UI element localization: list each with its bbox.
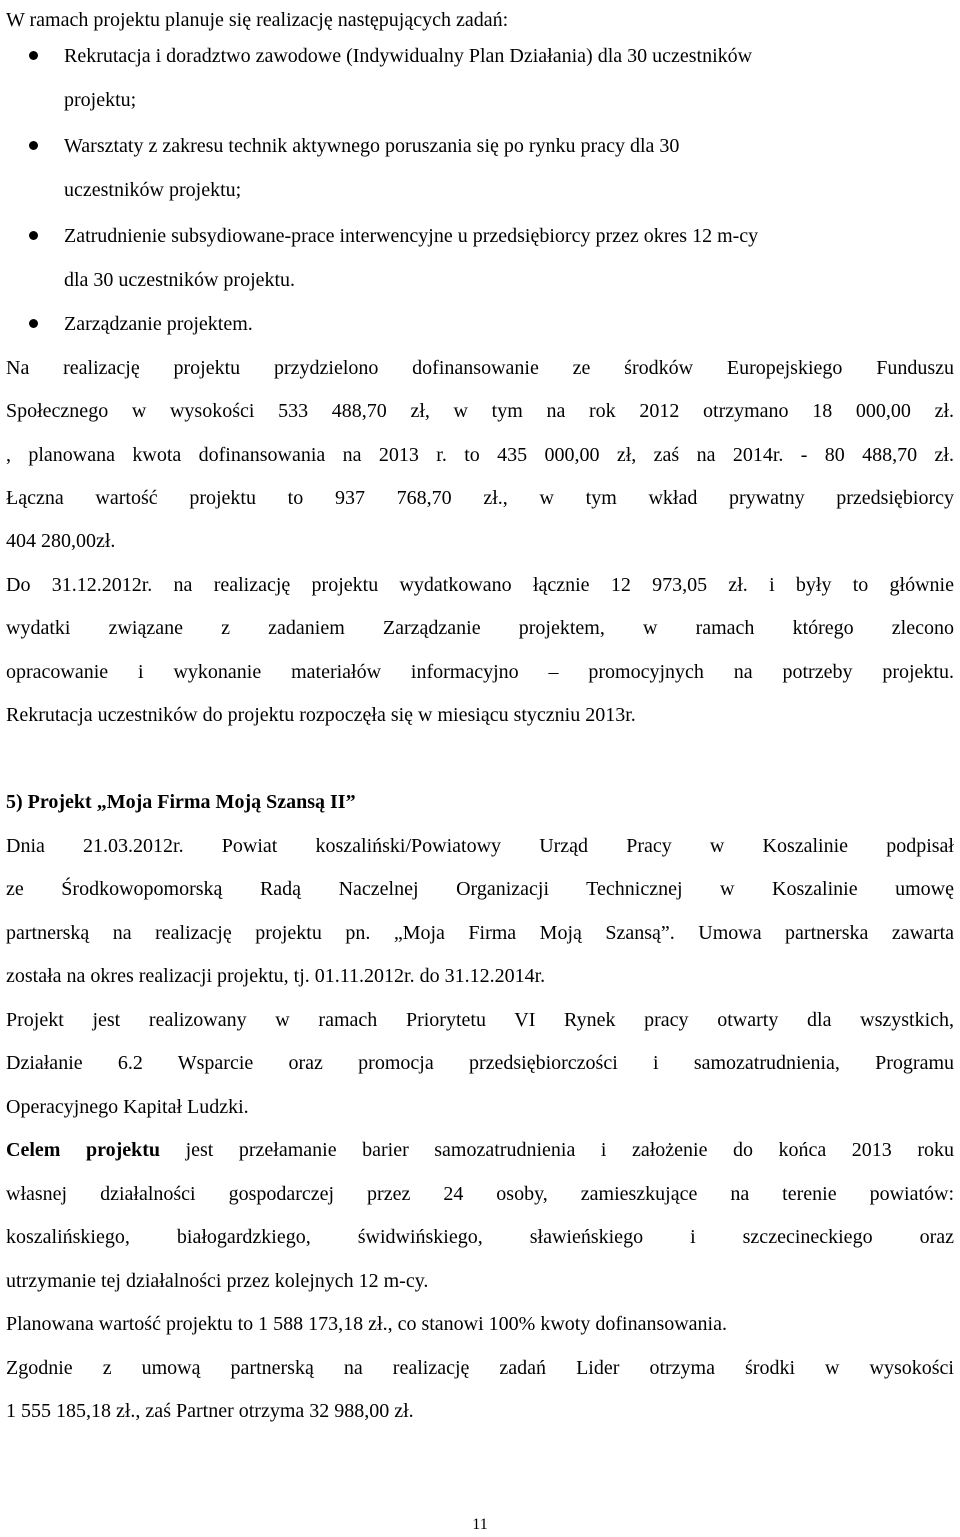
funding-line-3: , planowana kwota dofinansowania na 2013 r. to 435 000,00 zł, zaś na 2014r. - 80 488,70 zł. — [6, 444, 954, 466]
goal-line-4: utrzymanie tej działalności przez kolejnych 12 m-cy. — [6, 1270, 429, 1292]
intro-text: W ramach projektu planuje się realizację następujących zadań: — [6, 9, 509, 31]
funding-line-4: Łączna wartość projektu to 937 768,70 zł., w tym wkład prywatny przedsiębiorcy — [6, 487, 954, 509]
goal-line-1-rest: jest przełamanie barier samozatrudnienia i założenie do końca 2013 roku — [160, 1139, 954, 1161]
priority-line-2: Działanie 6.2 Wsparcie oraz promocja przedsiębiorczości i samozatrudnienia, Programu — [6, 1052, 954, 1074]
task-2-line-1: Warsztaty z zakresu technik aktywnego poruszania się po rynku pracy dla 30 — [64, 135, 680, 157]
funding-line-5: 404 280,00zł. — [6, 530, 116, 552]
funding-line-2: Społecznego w wysokości 533 488,70 zł, w tym na rok 2012 otrzymano 18 000,00 zł. — [6, 400, 954, 422]
task-1-line-2: projektu; — [64, 89, 137, 111]
bullet-icon — [29, 319, 38, 328]
bullet-icon — [29, 141, 38, 150]
task-1-line-1: Rekrutacja i doradztwo zawodowe (Indywidualny Plan Działania) dla 30 uczestników — [64, 45, 753, 67]
task-4-line-1: Zarządzanie projektem. — [64, 313, 253, 335]
bullet-icon — [29, 51, 38, 60]
agreement-line-4: została na okres realizacji projektu, tj. 01.11.2012r. do 31.12.2014r. — [6, 965, 546, 987]
priority-line-1: Projekt jest realizowany w ramach Priorytetu VI Rynek pracy otwarty dla wszystkich, — [6, 1009, 954, 1031]
goal-line-2: własnej działalności gospodarczej przez 24 osoby, zamieszkujące na terenie powiatów: — [6, 1183, 954, 1205]
task-3-line-1: Zatrudnienie subsydiowane-prace interwencyjne u przedsiębiorcy przez okres 12 m-cy — [64, 225, 759, 247]
agreement-line-3: partnerską na realizację projektu pn. „Moja Firma Moją Szansą”. Umowa partnerska zawarta — [6, 922, 954, 944]
priority-line-3: Operacyjnego Kapitał Ludzki. — [6, 1096, 249, 1118]
task-3-line-2: dla 30 uczestników projektu. — [64, 269, 296, 291]
split-line-2: 1 555 185,18 zł., zaś Partner otrzyma 32 988,00 zł. — [6, 1400, 414, 1422]
planned-value-text: Planowana wartość projektu to 1 588 173,18 zł., co stanowi 100% kwoty dofinansowania. — [6, 1313, 727, 1335]
task-2-line-2: uczestników projektu; — [64, 179, 242, 201]
goal-line-1 — [6, 1130, 954, 1170]
spending-line-2: wydatki związane z zadaniem Zarządzanie projektem, w ramach którego zlecono — [6, 617, 954, 639]
funding-line-1: Na realizację projektu przydzielono dofinansowanie ze środków Europejskiego Funduszu — [6, 357, 954, 379]
spending-line-4: Rekrutacja uczestników do projektu rozpoczęła się w miesiącu styczniu 2013r. — [6, 704, 636, 726]
goal-lead: Celem projektu — [6, 1139, 161, 1161]
spending-line-1: Do 31.12.2012r. na realizację projektu wydatkowano łącznie 12 973,05 zł. i były to głównie — [6, 574, 954, 596]
page-number: 11 — [472, 1516, 488, 1533]
section-heading: 5) Projekt „Moja Firma Moją Szansą II” — [6, 791, 356, 813]
agreement-line-2: ze Środkowopomorską Radą Naczelnej Organizacji Technicznej w Koszalinie umowę — [6, 878, 954, 900]
split-line-1: Zgodnie z umową partnerską na realizację zadań Lider otrzyma środki w wysokości — [6, 1357, 954, 1379]
bullet-icon — [29, 231, 38, 240]
agreement-line-1: Dnia 21.03.2012r. Powiat koszaliński/Powiatowy Urząd Pracy w Koszalinie podpisał — [6, 835, 954, 857]
goal-line-3: koszalińskiego, białogardzkiego, świdwińskiego, sławieńskiego i szczecineckiego oraz — [6, 1226, 954, 1248]
spending-line-3: opracowanie i wykonanie materiałów informacyjno – promocyjnych na potrzeby projektu. — [6, 661, 954, 683]
